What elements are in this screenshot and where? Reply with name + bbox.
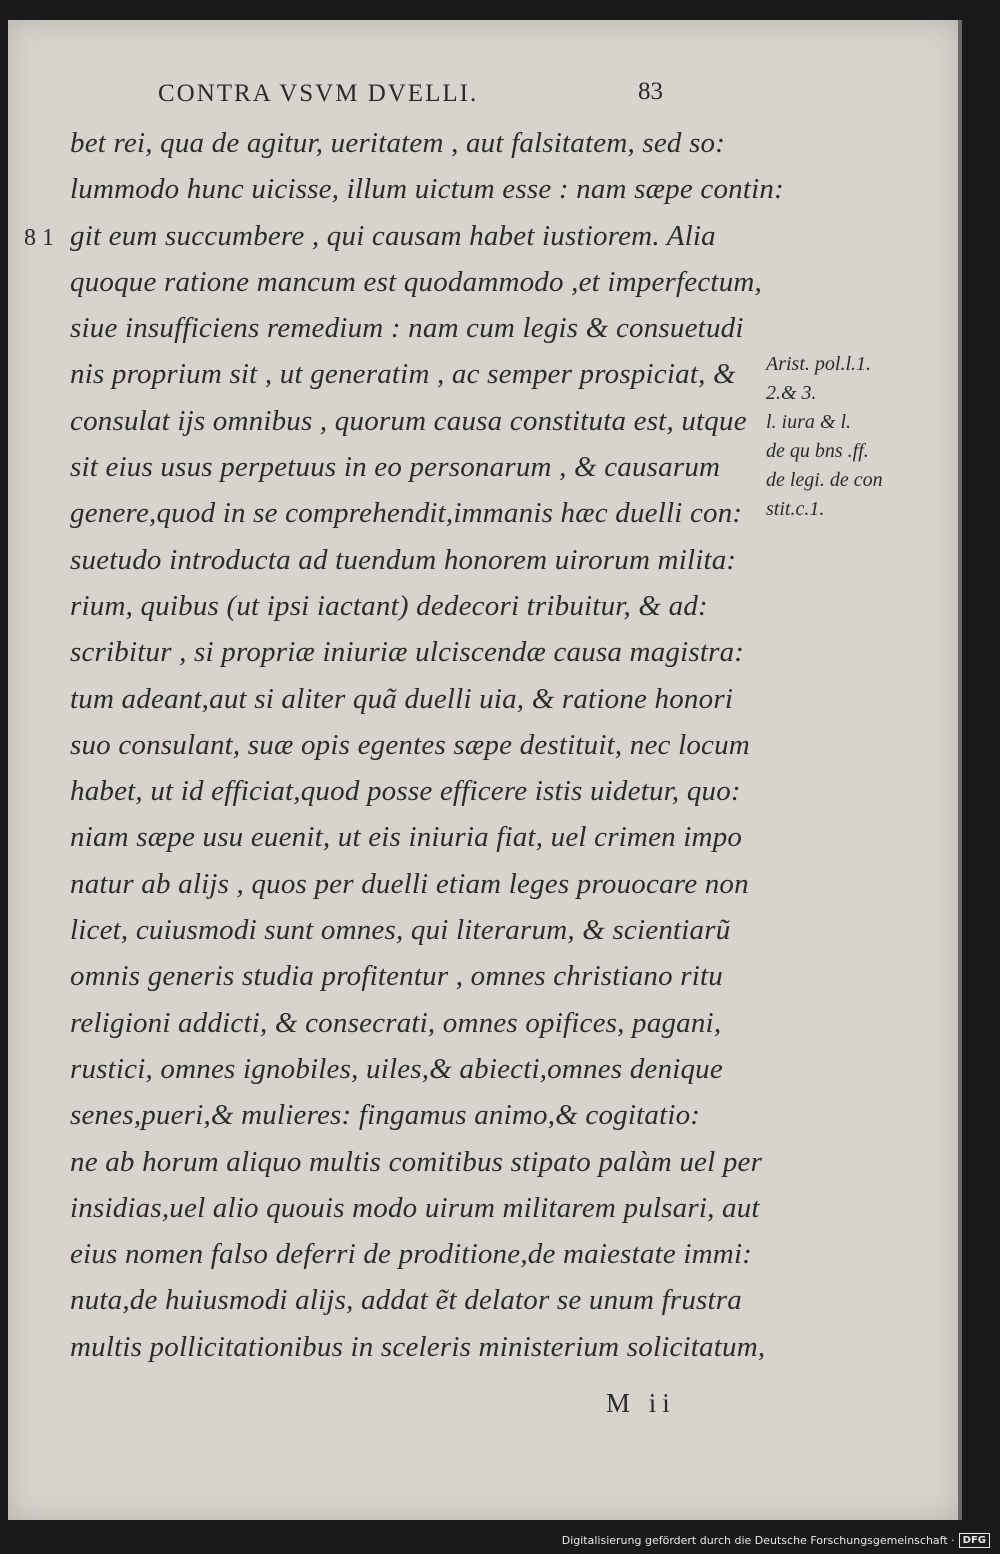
digitization-credit <box>562 1533 990 1548</box>
text-line: nuta,de huiusmodi alijs, addat ẽt delator se unum frustra <box>70 1284 742 1317</box>
text-line: scribitur , si propriæ iniuriæ ulciscendæ causa magistra: <box>70 636 745 669</box>
text-line: tum adeant,aut si aliter quã duelli uia, & ratione honori <box>70 682 734 715</box>
text-line: senes,pueri,& mulieres: fingamus animo,& cogitatio: <box>70 1099 701 1132</box>
credit-text: Digitalisierung gefördert durch die Deutsche Forschungsgemeinschaft · <box>561 1534 955 1547</box>
text-line: nis proprium sit , ut generatim , ac semper prospiciat, & <box>70 358 736 391</box>
text-line: habet, ut id efficiat,quod posse efficere istis uidetur, quo: <box>70 775 741 808</box>
text-line: licet, cuiusmodi sunt omnes, qui literarum, & scientiarũ <box>70 914 731 947</box>
dfg-logo-icon: DFG <box>959 1533 990 1548</box>
text-line: rium, quibus (ut ipsi iactant) dedecori tribuitur, & ad: <box>70 589 708 622</box>
text-line: rustici, omnes ignobiles, uiles,& abiecti,omnes denique <box>70 1052 723 1085</box>
text-line: insidias,uel alio quouis modo uirum militarem pulsari, aut <box>70 1191 760 1224</box>
text-line: siue insufficiens remedium : nam cum legis & consuetudi <box>70 312 744 345</box>
running-head: CONTRA VSVM DVELLI. <box>158 80 479 107</box>
text-line: suo consulant, suæ opis egentes sæpe destituit, nec locum <box>70 728 750 761</box>
text-line: natur ab alijs , quos per duelli etiam leges prouocare non <box>70 867 749 900</box>
signature-mark: M ii <box>606 1388 676 1418</box>
text-line: eius nomen falso deferri de proditione,de maiestate immi: <box>70 1238 753 1271</box>
text-line: religioni addicti, & consecrati, omnes opifices, pagani, <box>70 1006 722 1039</box>
text-line: omnis generis studia profitentur , omnes christiano ritu <box>70 960 723 993</box>
text-line: niam sæpe usu euenit, ut eis iniuria fiat, uel crimen impo <box>70 821 743 854</box>
text-line: suetudo introducta ad tuendum honorem uirorum milita: <box>70 543 737 576</box>
margin-numeral: 8 1 <box>24 225 54 251</box>
page-number: 83 <box>638 78 663 105</box>
text-line: consulat ijs omnibus , quorum causa constituta est, utque <box>70 404 747 437</box>
text-line: multis pollicitationibus in sceleris ministerium solicitatum, <box>70 1330 766 1363</box>
text-line: bet rei, qua de agitur, ueritatem , aut falsitatem, sed so: <box>70 127 726 159</box>
marginal-note-line: 2.& 3. <box>766 382 817 404</box>
marginal-note-line: de legi. de con <box>766 469 883 491</box>
marginal-note <box>766 350 916 524</box>
marginal-note-line: stit.c.1. <box>766 498 825 520</box>
marginal-note-line: l. iura & l. <box>766 411 852 433</box>
text-line: quoque ratione mancum est quodammodo ,et imperfectum, <box>70 265 762 298</box>
text-line: sit eius usus perpetuus in eo personarum , & causarum <box>70 451 721 484</box>
marginal-note-line: de qu bns .ff. <box>766 440 869 462</box>
text-line: ne ab horum aliquo multis comitibus stipato palàm uel per <box>70 1145 763 1178</box>
text-line: lummodo hunc uicisse, illum uictum esse : nam sæpe contin: <box>70 173 784 206</box>
marginal-note-line: Arist. pol.l.1. <box>766 353 872 375</box>
text-line: genere,quod in se comprehendit,immanis hæc duelli con: <box>70 497 743 530</box>
body-text <box>70 120 784 1370</box>
book-page <box>8 20 958 1520</box>
text-line: git eum succumbere , qui causam habet iustiorem. Alia <box>70 219 716 252</box>
